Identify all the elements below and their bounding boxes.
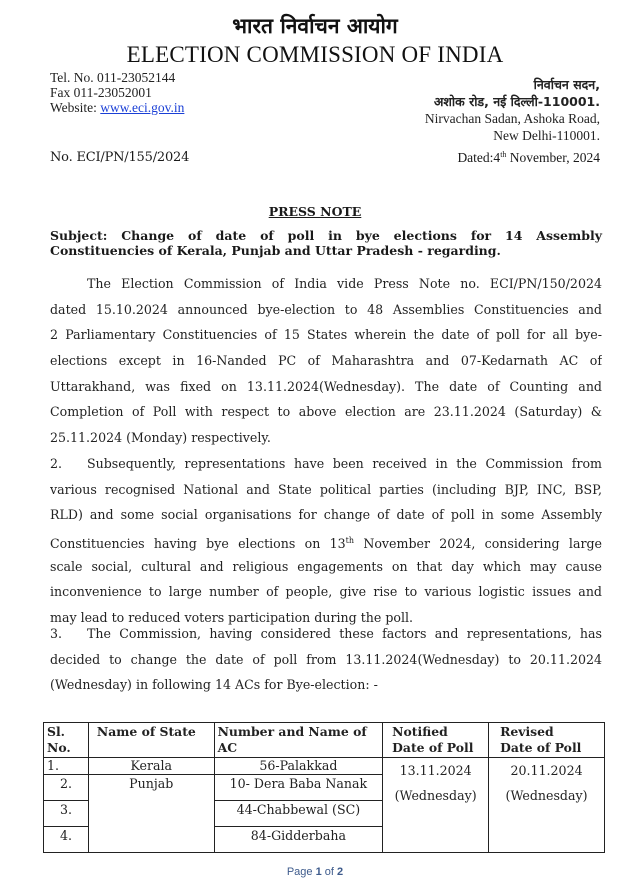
paragraph-line: inconvenience to large number of people, give rise to various logistic issues and [50, 584, 602, 600]
paragraph-line: The Election Commission of India vide Press Note no. ECI/PN/150/2024 [87, 276, 602, 291]
page-prefix: Page [286, 866, 316, 878]
cell-notified-date: 13.11.2024 (Wednesday) [383, 758, 489, 853]
paragraph-text: The Commission, having considered these factors and representations, has [87, 626, 602, 641]
address-block [425, 76, 600, 144]
page-indicator [0, 866, 630, 878]
page-total: 2 [337, 866, 344, 878]
cell-ac: 44-Chabbewal (SC) [214, 801, 383, 827]
fax: Fax 011-23052001 [50, 85, 152, 100]
press-note-title: PRESS NOTE [268, 204, 362, 219]
paragraph-line: Completion of Poll with respect to above election are 23.11.2024 (Saturday) & [50, 404, 602, 420]
table-row [44, 758, 605, 775]
constituency-table [43, 722, 605, 853]
table-header-row [44, 723, 605, 758]
paragraph-line: scale social, cultural and religious engagements on that day which may cause [50, 558, 602, 574]
website-link[interactable]: www.eci.gov.in [100, 100, 185, 115]
paragraph-line: elections except in 16-Nanded PC of Maharashtra and 07-Kedarnath AC of [50, 353, 602, 369]
website-label: Website: [50, 100, 101, 115]
cell-ac: 10- Dera Baba Nanak [214, 775, 383, 801]
dated-suffix: November, 2024 [506, 150, 600, 165]
address-hindi-line-1: निर्वाचन सदन, [533, 77, 600, 92]
header-ac: Number and Name of AC [214, 723, 383, 758]
paragraph-text: November 2024, considering large [354, 536, 602, 552]
cell-state: Kerala [88, 758, 214, 775]
paragraph-line [50, 451, 602, 477]
paragraph-line: may lead to reduced voters participation during the poll. [50, 610, 414, 626]
paragraph-line: RLD) and some social organisations for change of date of poll in some Assembly [50, 507, 602, 523]
cell-revised-date: 20.11.2024 (Wednesday) [489, 758, 605, 853]
header-notified-date: Notified Date of Poll [383, 723, 489, 758]
paragraph-line: (Wednesday) in following 14 ACs for Bye-election: - [50, 677, 378, 693]
cell-sl: 1. [44, 758, 89, 775]
cell-sl: 2. [44, 775, 89, 801]
address-english-line-2: New Delhi-110001. [493, 128, 600, 143]
paragraph-line: 2 Parliamentary Constituencies of 15 States wherein the date of poll for all bye- [50, 327, 602, 343]
address-hindi-line-2: अशोक रोड, नई दिल्ली-110001. [433, 94, 600, 109]
paragraph-text: Subsequently, representations have been received in the Commission from [87, 456, 602, 471]
cell-ac: 84-Gidderbaha [214, 827, 383, 853]
paragraph-line: 25.11.2024 (Monday) respectively. [50, 430, 271, 446]
website [50, 100, 184, 115]
paragraph-line: Uttarakhand, was fixed on 13.11.2024(Wednesday). The date of Counting and [50, 378, 602, 394]
cell-sl: 3. [44, 801, 89, 827]
header-sl-no: Sl. No. [44, 723, 89, 758]
reference-number: No. ECI/PN/155/2024 [50, 150, 190, 165]
paragraph-1 [50, 271, 602, 451]
paragraph-text: Constituencies having bye elections on 13 [50, 536, 346, 552]
paragraph-number: 2. [50, 456, 63, 471]
header-revised-date: Revised Date of Poll [489, 723, 605, 758]
cell-state: Punjab [88, 775, 214, 853]
paragraph-number: 3. [50, 626, 63, 641]
page-current: 1 [315, 866, 322, 878]
address-english-line-1: Nirvachan Sadan, Ashoka Road, [424, 111, 600, 126]
paragraph-line: decided to change the date of poll from 13.11.2024(Wednesday) to 20.11.2024 [50, 651, 602, 667]
subject-line-1: Subject: Change of date of poll in bye elections for 14 Assembly [50, 228, 602, 243]
dated-prefix: Dated:4 [457, 150, 501, 165]
paragraph-line: dated 15.10.2024 announced bye-election to 48 Assemblies Constituencies and [50, 301, 602, 317]
paragraph-3 [50, 621, 602, 698]
paragraph-2 [50, 451, 602, 631]
cell-ac: 56-Palakkad [214, 758, 383, 775]
dated [457, 150, 600, 166]
page-mid: of [321, 866, 338, 878]
paragraph-line [50, 621, 602, 647]
english-title: ELECTION COMMISSION OF INDIA [126, 42, 504, 67]
dated-sup: th [500, 150, 507, 159]
hindi-title: भारत निर्वाचन आयोग [232, 14, 398, 38]
contact-block [50, 70, 184, 115]
subject-line-2: Constituencies of Kerala, Punjab and Uttar Pradesh - regarding. [50, 243, 501, 258]
subject [50, 228, 602, 258]
telephone: Tel. No. 011-23052144 [50, 70, 176, 85]
superscript: th [345, 536, 355, 546]
paragraph-line [50, 528, 602, 554]
cell-sl: 4. [44, 827, 89, 853]
header-state: Name of State [88, 723, 214, 758]
paragraph-line: various recognised National and State political parties (including BJP, INC, BSP, [50, 481, 602, 497]
